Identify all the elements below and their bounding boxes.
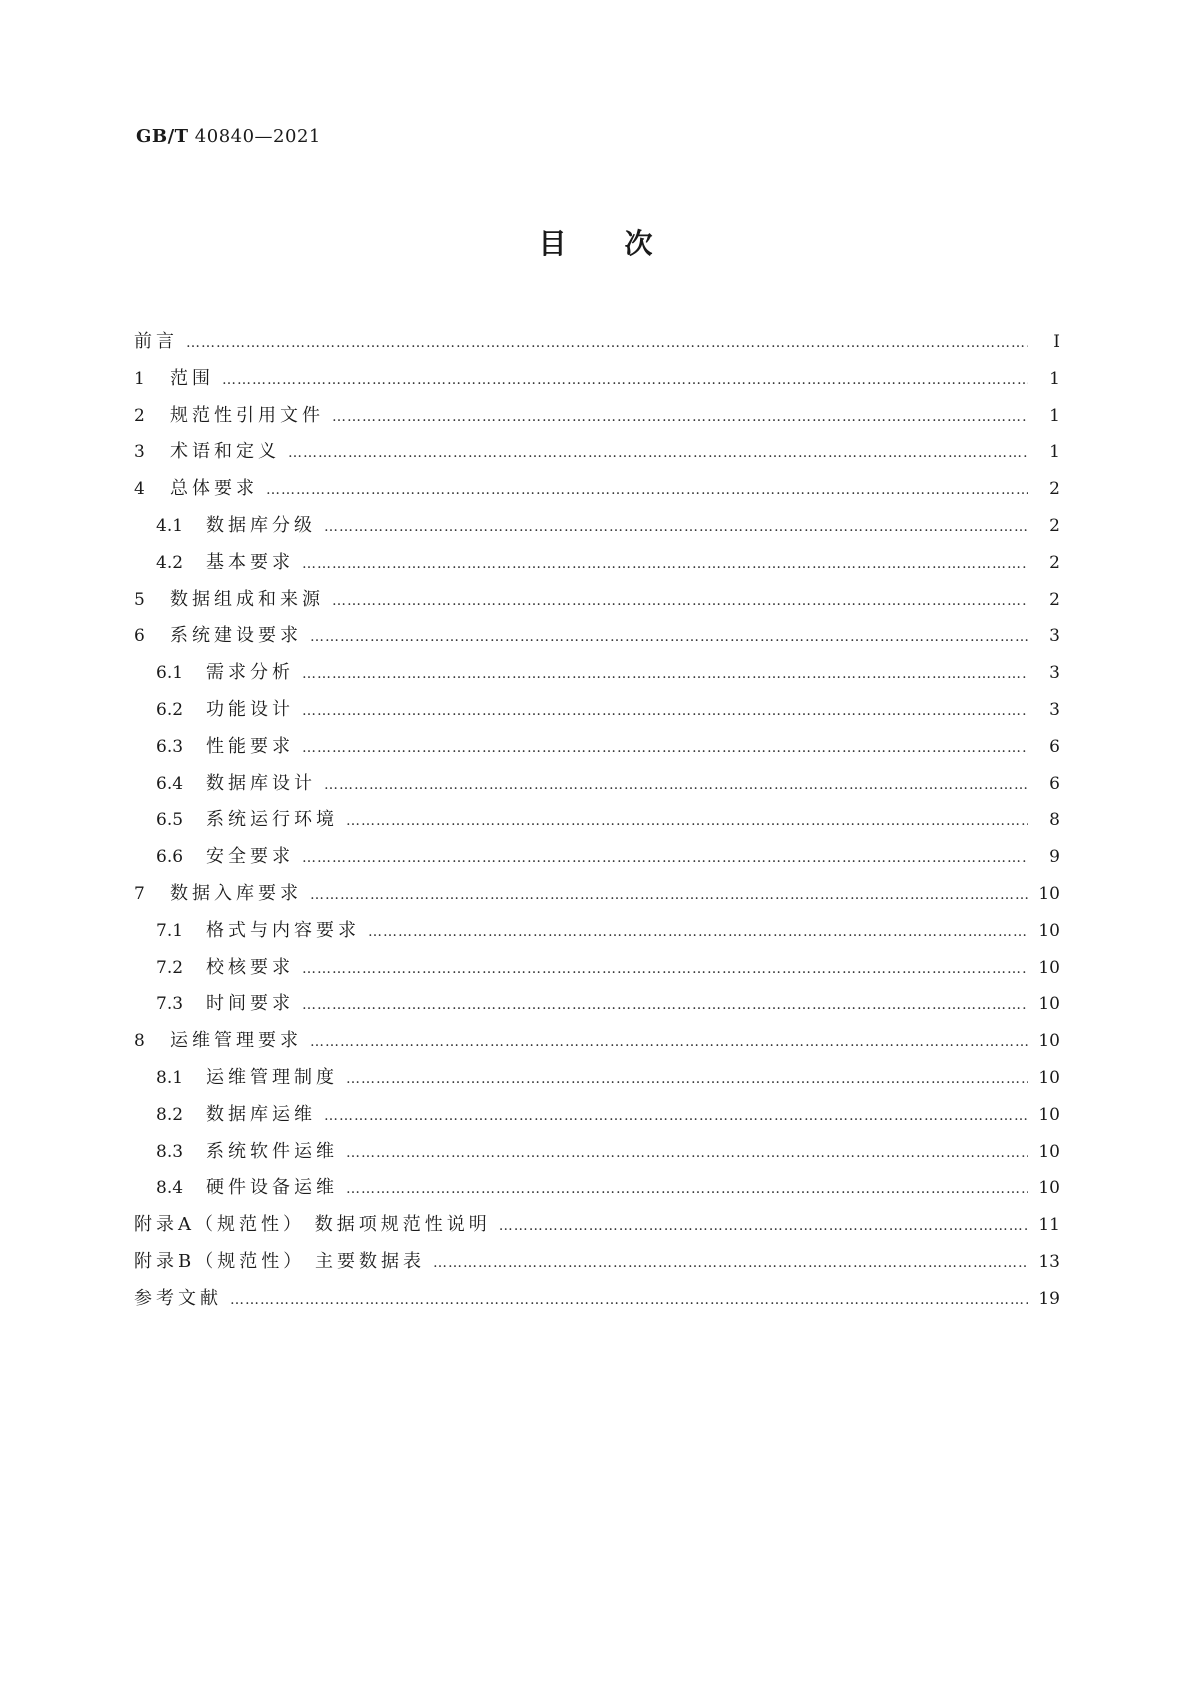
toc-entry-page: 6 xyxy=(1049,773,1060,794)
toc-entry-page: 1 xyxy=(1049,368,1060,389)
toc-entry[interactable] xyxy=(134,876,1060,913)
toc-entry-label: 系统运行环境 xyxy=(206,809,338,831)
toc-entry[interactable] xyxy=(134,434,1060,471)
toc-entry-page: 1 xyxy=(1049,405,1060,426)
toc-leader-dots xyxy=(310,1024,1028,1061)
toc-entry-label: 需求分析 xyxy=(206,662,294,684)
toc-entry-label: 功能设计 xyxy=(206,698,294,720)
toc-entry[interactable] xyxy=(134,655,1060,692)
toc-entry[interactable] xyxy=(134,802,1060,839)
toc-entry-label: 数据入库要求 xyxy=(170,882,302,904)
toc-leader-dots xyxy=(302,730,1028,767)
toc-entry-number: 3 xyxy=(134,442,145,463)
toc-entry-number: 6.6 xyxy=(156,847,184,868)
toc-entry-page: 11 xyxy=(1038,1215,1060,1236)
toc-entry-label: 附录A（规范性） 数据项规范性说明 xyxy=(134,1214,491,1236)
toc-leader-dots xyxy=(302,840,1028,877)
toc-entry-number: 8.2 xyxy=(156,1104,184,1125)
toc-entry-label: 数据库分级 xyxy=(206,514,316,536)
toc-entry-label: 格式与内容要求 xyxy=(206,919,360,941)
toc-entry-number: 6.2 xyxy=(156,699,184,720)
toc-entry-page: 8 xyxy=(1049,810,1060,831)
toc-entry-label: 基本要求 xyxy=(206,551,294,573)
toc-entry-number: 5 xyxy=(134,589,145,610)
toc-entry-page: 9 xyxy=(1049,847,1060,868)
toc-entry-page: 2 xyxy=(1049,589,1060,610)
toc-entry[interactable] xyxy=(134,913,1060,950)
toc-entry-label: 校核要求 xyxy=(206,956,294,978)
toc-entry-label: 附录B（规范性） 主要数据表 xyxy=(134,1250,425,1272)
toc-entry-page: 3 xyxy=(1049,663,1060,684)
toc-entry-number: 6.5 xyxy=(156,810,184,831)
toc-entry-label: 参考文献 xyxy=(134,1287,222,1309)
toc-entry-label: 总体要求 xyxy=(170,478,258,500)
toc-entry-label: 系统建设要求 xyxy=(170,625,302,647)
toc-entry-number: 7.1 xyxy=(156,920,184,941)
toc-leader-dots xyxy=(310,877,1028,914)
toc-leader-dots xyxy=(324,767,1028,804)
toc-entry-page: 3 xyxy=(1049,626,1060,647)
toc-leader-dots xyxy=(310,619,1028,656)
toc-leader-dots xyxy=(324,1098,1028,1135)
toc-entry-page: 10 xyxy=(1038,1104,1060,1125)
toc-entry[interactable] xyxy=(134,508,1060,545)
toc-entry[interactable] xyxy=(134,324,1060,361)
toc-entry-number: 2 xyxy=(134,405,145,426)
toc-leader-dots xyxy=(346,1135,1028,1172)
toc-entry[interactable] xyxy=(134,692,1060,729)
toc-leader-dots xyxy=(346,1061,1028,1098)
toc-leader-dots xyxy=(346,1171,1028,1208)
toc-entry-label: 前言 xyxy=(134,331,178,352)
toc-entry-page: 10 xyxy=(1038,1141,1060,1162)
toc-entry-page: 2 xyxy=(1049,515,1060,536)
toc-entry-label: 数据库运维 xyxy=(206,1103,316,1125)
toc-entry-number: 4.2 xyxy=(156,552,184,573)
toc-entry-page: 6 xyxy=(1049,736,1060,757)
toc-entry-number: 7.2 xyxy=(156,957,184,978)
toc-leader-dots xyxy=(332,583,1028,620)
toc-entry-number: 6 xyxy=(134,626,145,647)
toc-leader-dots xyxy=(302,987,1028,1024)
toc-entry-number: 8.1 xyxy=(156,1067,184,1088)
toc-leader-dots xyxy=(302,951,1028,988)
toc-entry-label: 规范性引用文件 xyxy=(170,404,324,426)
toc-entry-label: 系统软件运维 xyxy=(206,1140,338,1162)
toc-entry-page: 10 xyxy=(1038,1067,1060,1088)
toc-entry-number: 1 xyxy=(134,368,145,389)
toc-entry-page: 10 xyxy=(1038,920,1060,941)
toc-entry[interactable] xyxy=(134,1134,1060,1171)
toc-entry-page: 2 xyxy=(1049,479,1060,500)
table-of-contents xyxy=(134,324,1060,1318)
toc-entry-label: 术语和定义 xyxy=(170,441,280,463)
toc-entry-page: 10 xyxy=(1038,1178,1060,1199)
toc-leader-dots xyxy=(346,803,1028,840)
toc-leader-dots xyxy=(186,325,1028,362)
toc-entry-page: 2 xyxy=(1049,552,1060,573)
toc-entry-number: 6.3 xyxy=(156,736,184,757)
toc-entry-label: 运维管理制度 xyxy=(206,1066,338,1088)
toc-entry-label: 运维管理要求 xyxy=(170,1030,302,1052)
toc-leader-dots xyxy=(368,914,1028,951)
standard-number: 40840—2021 xyxy=(194,126,321,147)
toc-entry[interactable] xyxy=(134,1170,1060,1207)
toc-entry-number: 8 xyxy=(134,1031,145,1052)
toc-entry[interactable] xyxy=(134,361,1060,398)
toc-entry-page: Ⅰ xyxy=(1053,332,1060,352)
toc-entry-page: 10 xyxy=(1038,883,1060,904)
toc-entry-label: 安全要求 xyxy=(206,846,294,868)
toc-entry-label: 硬件设备运维 xyxy=(206,1177,338,1199)
toc-leader-dots xyxy=(499,1208,1028,1245)
page-title: 目次 xyxy=(538,227,711,260)
toc-entry-page: 3 xyxy=(1049,699,1060,720)
toc-entry-label: 数据组成和来源 xyxy=(170,588,324,610)
toc-entry-page: 10 xyxy=(1038,957,1060,978)
toc-entry[interactable] xyxy=(134,1097,1060,1134)
toc-entry-number: 6.1 xyxy=(156,663,184,684)
toc-entry-number: 8.3 xyxy=(156,1141,184,1162)
toc-entry-page: 19 xyxy=(1038,1288,1060,1309)
toc-entry-label: 时间要求 xyxy=(206,993,294,1015)
toc-entry-number: 4 xyxy=(134,479,145,500)
toc-entry[interactable] xyxy=(134,729,1060,766)
toc-entry-label: 数据库设计 xyxy=(206,772,316,794)
toc-entry[interactable] xyxy=(134,986,1060,1023)
toc-leader-dots xyxy=(302,546,1028,583)
toc-entry-number: 8.4 xyxy=(156,1178,184,1199)
toc-entry-number: 6.4 xyxy=(156,773,184,794)
toc-entry-page: 10 xyxy=(1038,1031,1060,1052)
toc-entry[interactable] xyxy=(134,950,1060,987)
toc-entry[interactable] xyxy=(134,1281,1060,1318)
standard-prefix: GB/T xyxy=(136,126,189,147)
toc-leader-dots xyxy=(302,693,1028,730)
toc-entry[interactable] xyxy=(134,1023,1060,1060)
toc-leader-dots xyxy=(332,399,1028,436)
toc-entry-page: 13 xyxy=(1038,1251,1060,1272)
toc-entry-page: 1 xyxy=(1049,442,1060,463)
toc-leader-dots xyxy=(433,1245,1028,1282)
toc-entry[interactable] xyxy=(134,471,1060,508)
standard-code xyxy=(136,126,321,147)
toc-entry[interactable] xyxy=(134,545,1060,582)
toc-entry-page: 10 xyxy=(1038,994,1060,1015)
toc-leader-dots xyxy=(222,362,1028,399)
toc-entry[interactable] xyxy=(134,1244,1060,1281)
toc-entry-number: 7.3 xyxy=(156,994,184,1015)
toc-entry[interactable] xyxy=(134,618,1060,655)
toc-leader-dots xyxy=(302,656,1028,693)
toc-entry[interactable] xyxy=(134,1207,1060,1244)
toc-entry-label: 性能要求 xyxy=(206,735,294,757)
toc-entry[interactable] xyxy=(134,839,1060,876)
toc-entry[interactable] xyxy=(134,582,1060,619)
toc-leader-dots xyxy=(288,435,1028,472)
toc-leader-dots xyxy=(266,472,1028,509)
toc-entry-label: 范围 xyxy=(170,367,214,389)
toc-entry-number: 7 xyxy=(134,883,145,904)
toc-entry[interactable] xyxy=(134,766,1060,803)
toc-entry[interactable] xyxy=(134,398,1060,435)
toc-leader-dots xyxy=(230,1282,1028,1319)
toc-leader-dots xyxy=(324,509,1028,546)
toc-entry-number: 4.1 xyxy=(156,515,184,536)
toc-entry[interactable] xyxy=(134,1060,1060,1097)
